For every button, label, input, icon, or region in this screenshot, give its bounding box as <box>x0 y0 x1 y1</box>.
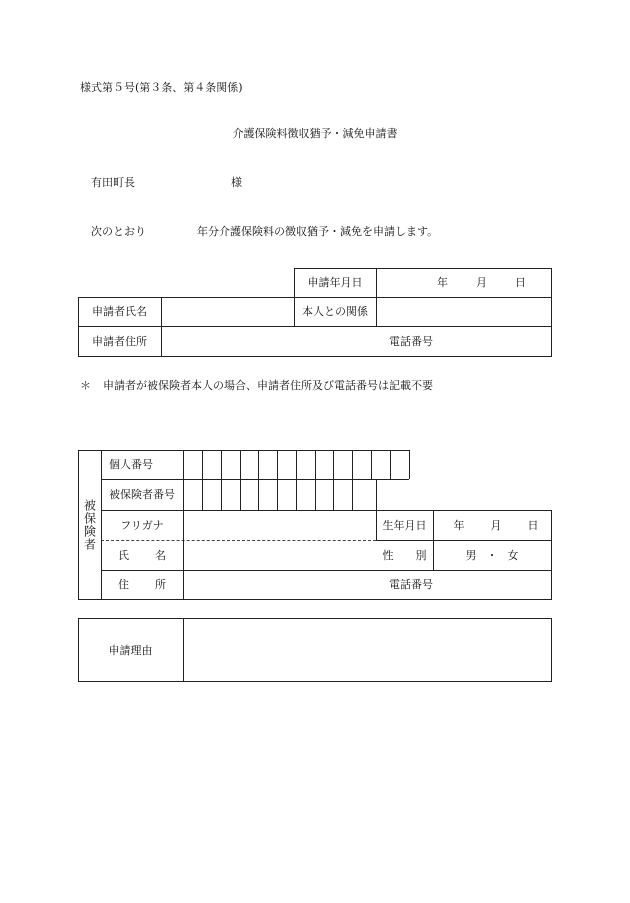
gender-label-char-1: 性 <box>382 548 394 562</box>
individual-number-label: 個人番号 <box>109 458 153 471</box>
gender-label <box>376 540 433 570</box>
applicant-address-label: 申請者住所 <box>92 334 147 348</box>
date-year-label: 年 <box>437 276 448 289</box>
gender-label-char-2: 別 <box>415 548 427 562</box>
name-label-char-1: 氏 <box>118 548 129 562</box>
document-title: 介護保険料徴収猶予・減免申請書 <box>232 127 398 140</box>
furigana-field[interactable] <box>183 510 376 540</box>
insured-address-field[interactable] <box>183 570 363 599</box>
reason-field[interactable] <box>183 618 551 682</box>
gender-male-option[interactable]: 男 <box>465 548 477 562</box>
insured-phone-field[interactable] <box>459 570 551 599</box>
birth-year-label: 年 <box>453 518 465 532</box>
note-text: 申請者が被保険者本人の場合、申請者住所及び電話番号は記載不要 <box>103 379 433 392</box>
insured-name-label <box>101 540 183 570</box>
applicant-phone-field[interactable] <box>461 326 551 356</box>
application-date-label: 申請年月日 <box>307 276 363 289</box>
relation-label: 本人との関係 <box>302 305 368 318</box>
birth-month-label: 月 <box>490 518 502 532</box>
individual-number-field[interactable] <box>183 450 409 479</box>
applicant-phone-label: 電話番号 <box>389 334 433 348</box>
intro-body: 年分介護保険料の徴収猶予・減免を申請します。 <box>197 225 439 238</box>
furigana-label: フリガナ <box>120 518 164 532</box>
insured-address-label <box>101 570 183 599</box>
insured-number-label: 被保険者番号 <box>109 488 175 501</box>
applicant-address-field[interactable] <box>161 326 361 356</box>
date-day-label: 日 <box>515 276 526 289</box>
application-date-field[interactable] <box>376 268 551 297</box>
reason-label: 申請理由 <box>108 643 153 657</box>
birth-day-label: 日 <box>527 518 539 532</box>
insured-name-field[interactable] <box>183 540 376 570</box>
gender-female-option[interactable]: 女 <box>507 548 519 562</box>
address-label-char-2: 所 <box>155 578 166 591</box>
form-number: 様式第５号(第３条、第４条関係) <box>80 81 243 94</box>
recipient: 有田町長 <box>91 176 135 189</box>
address-label-char-1: 住 <box>118 578 129 591</box>
intro-lead: 次のとおり <box>91 225 146 238</box>
name-label-char-2: 名 <box>155 548 166 562</box>
gender-field <box>433 540 551 570</box>
honorific: 様 <box>231 176 242 189</box>
birthdate-label: 生年月日 <box>382 518 427 532</box>
insured-number-field[interactable] <box>183 479 376 510</box>
insured-side-label: 被保険者 <box>82 499 97 551</box>
birthdate-field[interactable] <box>433 510 551 540</box>
gender-separator: ・ <box>486 548 498 562</box>
applicant-name-label: 申請者氏名 <box>92 305 147 318</box>
note-mark: ＊ <box>80 379 91 392</box>
date-month-label: 月 <box>476 276 487 289</box>
relation-field[interactable] <box>376 297 551 326</box>
insured-phone-label: 電話番号 <box>389 578 433 591</box>
applicant-name-field[interactable] <box>161 297 294 326</box>
